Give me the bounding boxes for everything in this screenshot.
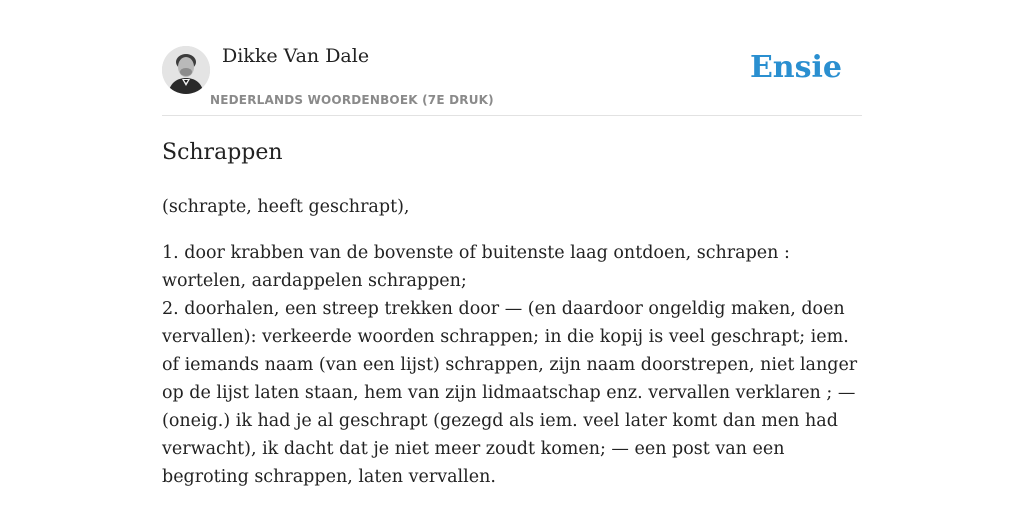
- entry-title: Schrappen: [162, 140, 283, 165]
- entry-forms: (schrapte, heeft geschrapt),: [162, 197, 410, 217]
- definition-item: 1. door krabben van de bovenste of buitenste laag ontdoen, schrapen : wortelen, aardappelen schrappen;: [162, 243, 790, 291]
- ensie-logo-link[interactable]: Ensie: [749, 50, 842, 85]
- entry-card: [162, 0, 862, 512]
- definition-item: 2. doorhalen, een streep trekken door — (en daardoor ongeldig maken, doen vervallen): verkeerde woorden schrappen; in die kopij is veel geschrapt; iem. of iemands naam (van een lijst) schrappen, zijn naam doorstrepen, niet langer op de lijst laten staan, hem van zijn lidmaatschap enz. vervallen verklaren ; — (oneig.) ik had je al geschrapt (gezegd als iem. veel later komt dan men had verwacht), ik dacht dat je niet meer zoudt komen; — een post van een begroting schrappen, laten vervallen.: [162, 299, 858, 487]
- author-name[interactable]: Dikke Van Dale: [222, 45, 370, 67]
- author-avatar[interactable]: [162, 46, 210, 94]
- portrait-icon: [162, 46, 210, 94]
- entry-header: [162, 0, 862, 116]
- entry-definitions: [162, 239, 862, 491]
- source-label[interactable]: NEDERLANDS WOORDENBOEK (7E DRUK): [210, 93, 494, 107]
